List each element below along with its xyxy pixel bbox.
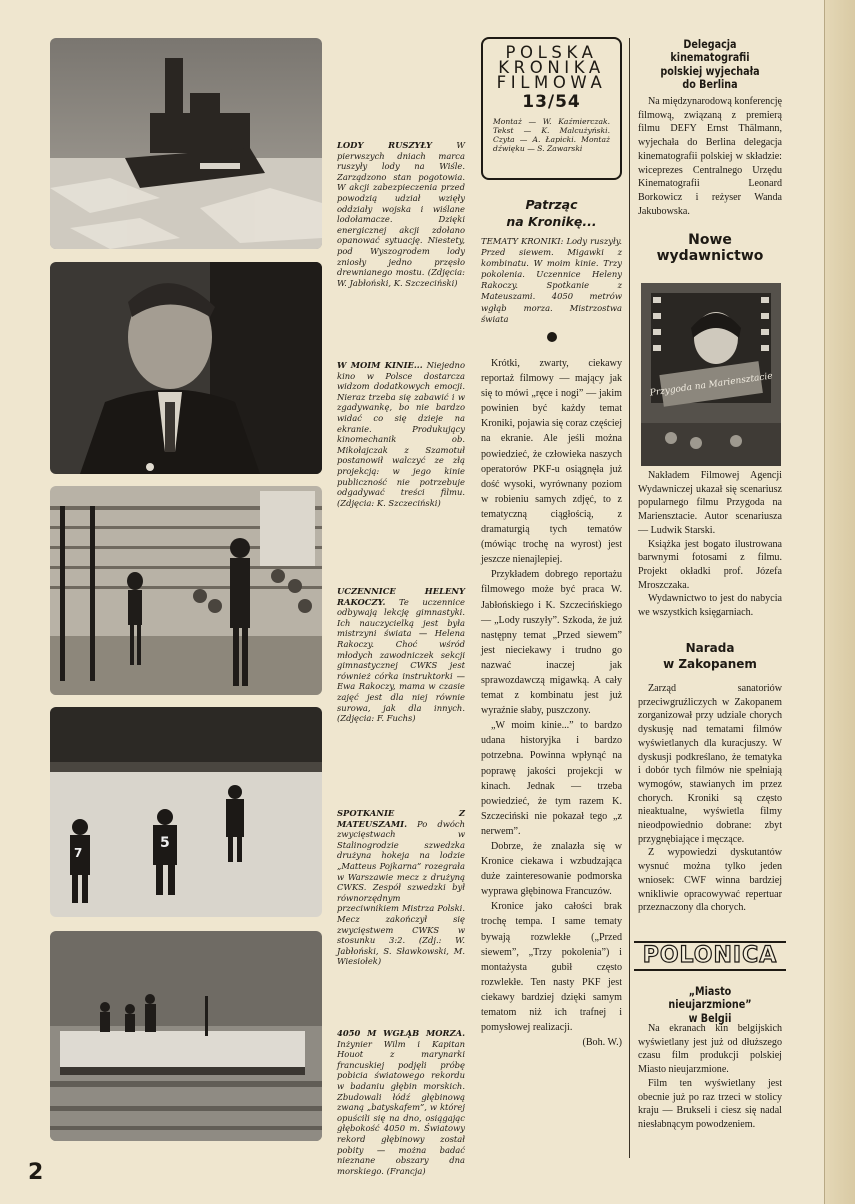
photo-ice-hockey xyxy=(50,707,322,917)
miasto-heading-line: „Miasto nieujarzmione” xyxy=(668,985,752,1012)
bullet-dot xyxy=(547,332,557,342)
caption-uczennice: UCZENNICE HELENY RAKOCZY. Te uczennice odbywają lekcję gimnastyki. Ich nauczycielką jest była mistrzyni świata — Helena Rakoczy. Choć wśród młodych zawodniczek sekcji gimnastycznej CWKS jest również córka instruktorki — Ewa Rakoczy, mama w czasie zajęć jest dla niej równie surowa, jak dla innych. (Zdjęcia: F. Fuchs) xyxy=(337,586,465,724)
narada-heading-line: Narada xyxy=(685,641,735,655)
miasto-heading xyxy=(638,985,782,1025)
svg-text:5: 5 xyxy=(160,835,170,851)
narada-text xyxy=(638,682,782,915)
narada-heading-line: w Zakopanem xyxy=(663,657,757,671)
review-topics: TEMATY KRONIKI: Lody ruszyły. Przed siewem. Migawki z kombinatu. W moim kinie. Trzy pokolenia. Uczennice Heleny Rakoczy. Spotkanie z Mateuszami. 4050 metrów wgłąb morza. Mistrzostwa świata xyxy=(481,236,622,324)
wydawnictwo-heading xyxy=(638,232,782,264)
review-paragraph: Przykładem dobrego reportażu filmowego może być praca W. Jabłońskiego i K. Szczecińskiego — „Lody ruszyły”. Szkoda, że już następny temat „Przed siewem” jest nieciekawy i trudno go nazwać inaczej jak sprawozdawczą migawką. A cały temat z kombinatu jest już wyraźnie słaby, puszczony. xyxy=(481,569,622,717)
miasto-heading-line: w Belgii xyxy=(688,1011,732,1025)
kronika-title-line-3: FILMOWA xyxy=(496,73,607,92)
caption-wglab-morza: 4050 M WGŁĄB MORZA. Inżynier Wilm i Kapitan Houot z marynarki francuskiej podjęli próbę pobicia światowego rekordu w badaniu głębin morskich. Zbudowali łódź głębinową zwaną „batyskafem”, w której opuścili się na dno, osiągając głębokość 4050 m. Światowy rekord głębinowy został pobity — można badać nieznane obszary dna morskiego. (Francja) xyxy=(337,1028,465,1176)
narada-heading xyxy=(638,640,782,672)
wydawnictwo-paragraph: Nakładem Filmowej Agencji Wydawniczej ukazał się scenariusz popularnego filmu Przygoda na Mariensztacie. Autor scenariusza — Ludwik Starski. xyxy=(638,470,782,536)
delegacja-text xyxy=(638,95,782,218)
caption-lody-ruszyly: LODY RUSZYŁY W pierwszych dniach marca ruszyły lody na Wiśle. Zarządzono stan pogotowia. W akcji zabezpieczenia przed powodzią udział wzięły oddziały wojska i wiślane lodołamacze. Dzięki energicznej akcji zdołano opanować sytuację. Niestety, pod Wyszogrodem lody zniosły jedno przęsło drewnianego mostu. (Zdjęcia: W. Jabłoński, K. Szczeciński) xyxy=(337,140,465,288)
review-paragraph: Krótki, zwarty, ciekawy reportaż filmowy — mający jak się to mówi „ręce i nogi” — jakim powinien być każdy temat Kroniki, pojawia się coraz częściej na ekranie. Ale jeśli można powiedzieć, że człowieka naszych operatorów PKF-u osiągnęła już dość wysoki, wyrównany poziom w robieniu samych zdjęć, to z tematyczną ciągłością, z dramaturgią tych tematów (mówiąc trochę na wyrost) jest jeszcze nienajlepiej. xyxy=(481,358,622,566)
kronika-title-line-2: KRONIKA xyxy=(498,58,605,77)
narada-paragraph: Z wypowiedzi dyskutantów wysnuć można tylko jeden wniosek: CWF winna bardziej wnikliwie opracowywać repertuar przeznaczony dla chorych. xyxy=(638,847,782,914)
photo-bathyscaphe xyxy=(50,931,322,1141)
photo-icebreaker xyxy=(50,38,322,249)
wydawnictwo-paragraph: Wydawnictwo to jest do nabycia we wszystkich księgarniach. xyxy=(638,593,782,619)
review-paragraph: „W moim kinie...” to bardzo udana historyjka i bardzo potrzebna. Powinna wpłynąć na poprawę jakości projekcji w kinach. Jednak — trzeba powiedzieć, że tym razem K. Szczeciński nie pokazał tego „z nerwem”. xyxy=(481,720,622,837)
book-cover-image xyxy=(641,283,781,466)
delegacja-heading-line: polskiej wyjechała xyxy=(660,64,760,78)
kronika-title-line-1: POLSKA xyxy=(505,43,598,62)
wydawnictwo-text xyxy=(638,469,782,620)
caption-w-moim-kinie: W MOIM KINIE... Niejedno kino w Polsce dostarcza widzom dodatkowych emocji. Nieraz trzeba się zabawić i w zgadywankę, bo nie bardzo widać co się dzieje na ekranie. Produkujący kinomechanik ob. Mikołajczak z Szamotuł postanowił walczyć ze złą projekcją: w jego kinie publiczność nie potrzebuje odgadywać treści filmu. (Zdjęcia: K. Szczeciński) xyxy=(337,360,465,508)
delegacja-heading-line: do Berlina xyxy=(682,77,738,91)
polonica-banner: POLONICA xyxy=(634,941,786,971)
delegacja-heading-line: Delegacja kinematografii xyxy=(670,38,750,65)
narada-paragraph: Zarząd sanatoriów przeciwgruźliczych w Zakopanem zorganizował przy udziale chorych dyskusję nad tematami filmów wyświetlanych dla kuracjuszy. W dyskusji podkreślano, że tematyka i dobór tych filmów nie spełniają wymogów, stawianych im przez chorych. Kroniki są często nieaktualne, wyświetla filmy nieodpowiednio dobrane: zbyt przygnębiające i męczące. xyxy=(638,683,782,845)
column-divider xyxy=(629,38,630,1158)
review-paragraph: Dobrze, że znalazła się w Kronice ciekawa i wzbudzająca duże zainteresowanie podmorska wyprawa głębinowa Francuzów. xyxy=(481,841,622,898)
photo-projectionist xyxy=(50,262,322,474)
kronika-credits: Montaż — W. Kaźmierczak. Tekst — K. Malcużyński. Czyta — A. Łapicki. Montaż dźwięku — S. Zawarski xyxy=(493,117,610,153)
wydawnictwo-paragraph: Książka jest bogato ilustrowana barwnymi fotosami z filmu. Projekt okładki prof. Józefa Mroszczaka. xyxy=(638,538,782,591)
review-paragraph: Kronice jako całości brak trochę tempa. I same tematy bywają rozwlekłe („Przed siewem”, „Trzy pokolenia”) i montażysta gubił często rozwlekłe. Ten nasty PKF jest ciekawy bardziej dzięki samym tematom niż ich trafnej i pomysłowej realizacji. xyxy=(481,901,622,1034)
caption-spotkanie: SPOTKANIE Z MATEUSZAMI. Po dwóch zwycięstwach w Stalinogrodzie szwedzka drużyna hokeja na lodzie „Matteus Pojkarna” rozegrała w Warszawie mecz z drużyną CWKS. Zespół szwedzki był równorzędnym przeciwnikiem Mistrza Polski. Mecz zakończył się zwycięstwem CWKS w stosunku 3:2. (Zdj.: W. Jabłoński, S. Sławkowski, M. Wiesiołek) xyxy=(337,808,465,967)
wydawnictwo-heading-line: Nowe xyxy=(688,232,732,248)
facing-page-edge xyxy=(824,0,855,1204)
photo-gymnastics xyxy=(50,486,322,695)
review-signature: (Boh. W.) xyxy=(582,1037,622,1049)
miasto-paragraph: Film ten wyświetlany jest obecnie już po raz trzeci w stolicy kraju — Brukseli i ciesz się nadal niesłabnącym powodzeniem. xyxy=(638,1077,782,1130)
miasto-paragraph: Na ekranach kin belgijskich wyświetlany jest już od dłuższego czasu film produkcji polskiej Miasto nieujarzmione. xyxy=(638,1023,782,1076)
page-number: 2 xyxy=(28,1160,44,1185)
wydawnictwo-heading-line: wydawnictwo xyxy=(656,248,764,264)
miasto-text xyxy=(638,1022,782,1132)
delegacja-heading xyxy=(638,38,782,91)
review-heading xyxy=(481,196,622,230)
kronika-number: 13/54 xyxy=(522,92,581,112)
review-heading-line-1: Patrząc xyxy=(525,197,578,212)
book-cover-title: Przygoda na Mariensztacie xyxy=(649,371,774,399)
delegacja-paragraph: Na międzynarodową konferencję filmową, związaną z premierą filmu DEFY Ernst Thälmann, wyjechała do Berlina delegacja kinematografii polskiej w składzie: wiceprezes Centralnego Urzędu Kinematografii Leonard Borkowicz i reżyser Wanda Jakubowska. xyxy=(638,96,782,217)
svg-text:7: 7 xyxy=(74,846,83,860)
review-heading-line-2: na Kronikę... xyxy=(506,214,597,229)
review-body xyxy=(481,356,622,1050)
kronika-title-box xyxy=(481,37,622,180)
